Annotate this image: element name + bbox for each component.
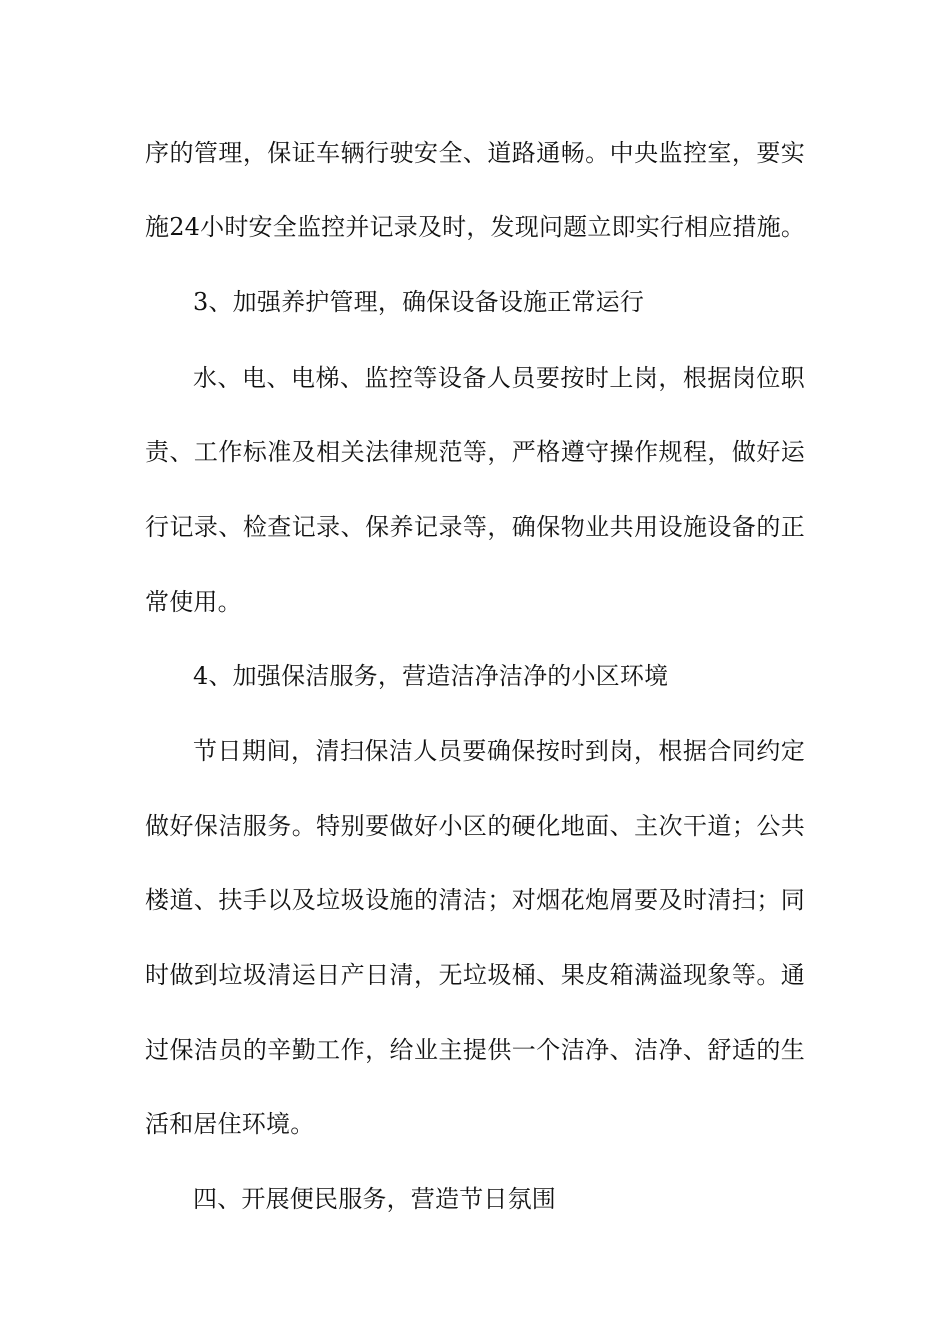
section-heading-3: 3、加强养护管理，确保设备设施正常运行: [193, 288, 645, 316]
section-heading-four: 四、开展便民服务，营造节日氛围: [193, 1185, 556, 1213]
text-line: 时做到垃圾清运日产日清，无垃圾桶、果皮箱满溢现象等。通: [145, 961, 805, 989]
text-line: 行记录、检查记录、保养记录等，确保物业共用设施设备的正: [145, 513, 805, 541]
text-line: 常使用。: [145, 588, 242, 616]
text-line: 水、电、电梯、监控等设备人员要按时上岗，根据岗位职: [193, 364, 805, 392]
text-line: 责、工作标准及相关法律规范等，严格遵守操作规程，做好运: [145, 438, 805, 466]
text-line: 楼道、扶手以及垃圾设施的清洁；对烟花炮屑要及时清扫；同: [145, 886, 805, 914]
text-line: 活和居住环境。: [145, 1110, 315, 1138]
text-line: 做好保洁服务。特别要做好小区的硬化地面、主次干道；公共: [145, 812, 805, 840]
section-heading-4: 4、加强保洁服务，营造洁净洁净的小区环境: [193, 662, 669, 690]
text-line: 节日期间，清扫保洁人员要确保按时到岗，根据合同约定: [193, 737, 805, 765]
text-line: 施24小时安全监控并记录及时，发现问题立即实行相应措施。: [145, 213, 806, 241]
text-line: 过保洁员的辛勤工作，给业主提供一个洁净、洁净、舒适的生: [145, 1036, 805, 1064]
text-line: 序的管理，保证车辆行驶安全、道路通畅。中央监控室，要实: [145, 139, 805, 167]
